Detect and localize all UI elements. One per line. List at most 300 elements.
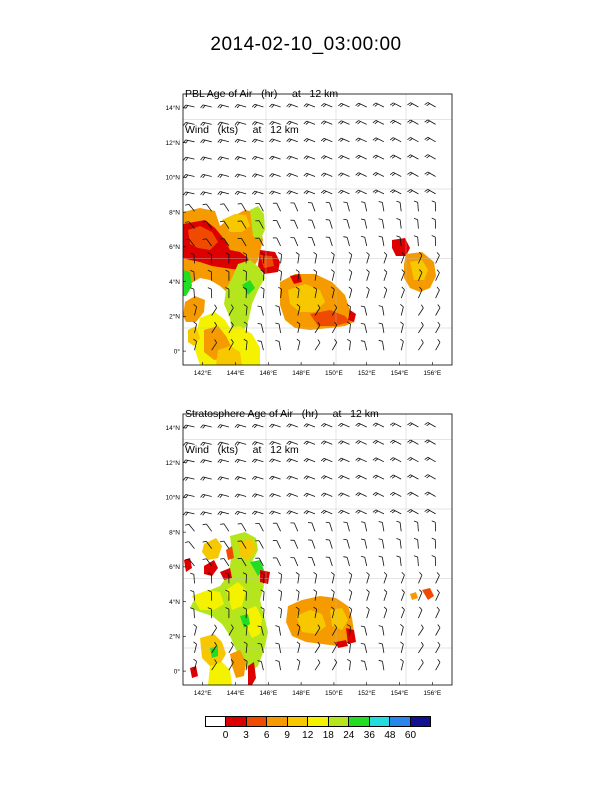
lat-tick-label: 12°N [165,139,180,147]
wind-barb [363,287,369,298]
wind-barb [425,154,436,162]
wind-barb [346,252,352,263]
wind-barb [218,139,229,145]
wind-barb [338,103,349,110]
wind-barb [346,572,352,583]
wind-barb [381,607,388,618]
wind-barb [277,572,282,583]
wind-barb [201,477,212,483]
wind-barb [269,173,280,180]
wind-barb [290,236,297,247]
strat-region-east [410,588,434,600]
lat-tick-label: 4°N [169,278,180,286]
wind-barb [269,510,280,517]
wind-barb [312,572,317,583]
wind-barb [338,172,349,179]
wind-barb [269,424,280,431]
wind-barb [321,138,332,145]
wind-barb [425,102,436,110]
wind-barb [252,493,263,500]
wind-barb [304,155,315,162]
wind-barb [287,103,298,110]
wind-barb [356,172,367,180]
wind-barb [235,139,246,145]
wind-barb [183,192,194,198]
wind-barb [432,607,440,618]
wind-barb [373,457,384,465]
wind-barb [321,190,332,197]
wind-barb [390,154,401,162]
wind-barb [415,322,424,333]
wind-barb [190,590,194,601]
wind-barb [338,138,349,145]
wind-barb [356,102,367,110]
wind-barb [252,156,263,163]
panel-1-line2: Wind (kts) at 12 km [185,124,299,136]
lat-tick-label: 14°N [165,425,180,433]
wind-barb [275,660,280,671]
wind-barb [407,171,418,179]
lon-tick-label: 146°E [259,370,278,377]
wind-barb [363,270,369,281]
wind-barb [381,572,388,583]
wind-barb [287,155,298,162]
wind-barb [294,642,300,653]
lon-tick-label: 150°E [325,370,343,377]
wind-barb [308,521,315,532]
wind-barb [321,155,332,162]
wind-barb [218,174,229,180]
wind-barb [390,137,401,145]
wind-barb [269,441,280,448]
wind-barb [390,509,401,517]
wind-barb [287,441,298,448]
wind-barb [390,492,401,500]
wind-barb [277,607,282,618]
wind-barb [407,457,418,465]
wind-barb [415,572,422,583]
wind-barb [312,659,321,670]
wind-barb [191,642,197,653]
wind-barb [304,190,315,197]
wind-barb [396,538,401,549]
legend-swatch [226,717,246,726]
legend-swatch [329,717,349,726]
wind-barb [308,219,315,230]
lat-tick-label: 6°N [169,244,180,252]
wind-barb [407,119,418,127]
wind-barb [373,120,384,128]
wind-barb [373,492,384,500]
wind-barb [308,236,315,247]
wind-barb [373,509,384,517]
wind-barb [183,442,194,448]
wind-barb [294,659,300,670]
wind-barb [414,521,418,532]
wind-barb [252,121,263,128]
wind-barb [379,521,384,532]
wind-barb [235,511,246,517]
wind-barb [425,136,436,144]
wind-barb [321,458,332,465]
wind-barb [356,492,367,500]
legend-labels [205,727,431,741]
lat-tick-label: 10°N [165,494,180,502]
wind-barb [235,156,246,162]
wind-barb [287,510,298,517]
wind-barb [290,219,297,230]
wind-barb [220,522,229,533]
wind-barb [361,201,367,212]
wind-barb [218,156,229,162]
wind-barb [252,441,263,448]
wind-barb [226,642,234,653]
wind-barb [252,191,263,198]
legend-swatch [288,717,308,726]
wind-barb [290,202,297,213]
wind-barb [432,235,436,246]
wind-barb [277,590,282,601]
wind-barb [407,137,418,145]
wind-barb [381,270,388,281]
wind-barb [321,423,332,430]
wind-barb [304,475,315,482]
wind-barb [273,539,281,550]
wind-barb [407,474,418,482]
wind-barb [415,625,424,636]
wind-barb [373,154,384,162]
wind-barb [308,201,315,212]
wind-barb [379,660,384,671]
wind-barb [218,442,229,448]
wind-barb [415,305,424,316]
lon-tick-label: 154°E [390,370,409,377]
wind-barb [304,458,315,465]
wind-barb [396,201,401,212]
wind-barb [304,103,315,110]
wind-barb [258,305,264,316]
lat-tick-label: 6°N [169,564,180,572]
wind-barb [260,287,264,298]
legend-label: 18 [322,730,334,741]
wind-barb [235,476,246,482]
pbl-region-east [392,238,436,292]
wind-barb [407,439,418,447]
wind-barb [201,122,212,128]
panel-2-line1: Stratosphere Age of Air (hr) at 12 km [185,408,379,420]
wind-barb [201,157,212,163]
wind-barb [379,538,384,549]
wind-barb [321,475,332,482]
lat-tick-label: 0° [173,348,180,356]
wind-barb [238,522,246,533]
wind-barb [294,590,299,601]
wind-barb [304,173,315,180]
wind-barb [287,475,298,482]
wind-barb [183,477,194,483]
stratosphere-age-map [160,410,460,710]
wind-barb [275,625,280,636]
legend-label: 9 [284,730,290,741]
wind-barb [425,171,436,179]
wind-barb [191,624,197,635]
wind-barb [398,572,405,583]
wind-barb [252,104,263,111]
wind-barb [346,339,351,350]
wind-barb [218,191,229,197]
wind-barb [287,423,298,430]
wind-barb [218,424,229,430]
wind-barb [304,441,315,448]
wind-barb [415,607,422,618]
wind-barb [185,523,194,533]
wind-barb [190,608,194,619]
wind-barb [326,236,333,247]
legend-swatch [411,717,430,726]
wind-barb [235,424,246,430]
wind-barb [361,556,367,567]
wind-barb [356,509,367,517]
legend-label: 48 [384,730,396,741]
wind-barb [321,103,332,110]
wind-barb [398,607,405,618]
wind-barb [361,625,367,636]
legend-label: 24 [343,730,355,741]
wind-barb [407,154,418,162]
wind-barb [343,521,349,532]
strat-region-central [286,596,356,648]
wind-barb [432,590,440,601]
wind-barb [273,236,281,247]
wind-barb [269,458,280,465]
wind-barb [201,174,212,180]
wind-barb [218,122,229,128]
legend-swatch [308,717,328,726]
wind-barb [379,305,384,316]
wind-barb [321,510,332,517]
wind-barb [321,172,332,179]
lon-tick-label: 156°E [423,690,442,697]
wind-barb [235,459,246,465]
wind-barb [183,157,194,163]
wind-barb [379,340,384,351]
wind-barb [356,137,367,145]
wind-barb [361,236,367,247]
legend-label: 60 [404,730,417,741]
wind-barb [373,102,384,110]
wind-barb [201,139,212,145]
wind-barb [407,102,418,110]
wind-barb [338,475,349,482]
wind-barb [218,104,229,110]
wind-barb [373,137,384,145]
wind-barb [425,474,436,482]
wind-barb [361,538,367,549]
legend-color-bar [205,716,431,727]
panel-1-line1: PBL Age of Air (hr) at 12 km [185,88,339,100]
wind-barb [425,189,436,197]
wind-barb [329,339,337,350]
wind-barb [287,121,298,128]
wind-barb [379,625,384,636]
wind-barb [415,339,424,350]
wind-barb [414,201,418,212]
wind-barb [329,252,335,263]
wind-barb [381,590,388,601]
wind-barb [356,120,367,128]
wind-barb [433,305,441,316]
wind-barb [201,459,212,465]
lat-tick-label: 8°N [169,529,180,537]
wind-barb [201,442,212,448]
wind-barb [329,572,335,583]
wind-barb [381,252,388,263]
wind-barb [183,105,194,111]
wind-barb [326,201,333,212]
wind-barb [390,102,401,110]
wind-barb [287,138,298,145]
wind-barb [273,219,281,230]
wind-barb [379,201,384,212]
wind-barb [343,236,349,247]
lat-tick-label: 0° [173,668,180,676]
wind-barb [290,556,297,567]
wind-barb [433,339,441,350]
wind-barb [190,573,194,584]
wind-barb [338,492,349,499]
wind-barb [252,173,263,180]
wind-barb [235,494,246,500]
wind-barb [407,189,418,197]
wind-barb [273,202,281,213]
wind-barb [203,523,212,534]
wind-barb [269,104,280,111]
wind-barb [373,440,384,448]
wind-barb [361,305,367,316]
wind-barb [304,138,315,145]
wind-barb [329,270,335,281]
wind-barb [252,139,263,146]
wind-barb [390,172,401,180]
panel-2-line2: Wind (kts) at 12 km [185,444,299,456]
wind-barb [373,474,384,482]
wind-barb [398,322,404,333]
wind-barb [407,422,418,430]
wind-barb [356,475,367,483]
wind-barb [398,624,404,635]
wind-barb [201,511,212,517]
legend-label: 36 [363,730,375,741]
wind-barb [290,522,297,533]
wind-barb [379,218,384,229]
lat-tick-label: 10°N [165,174,180,182]
wind-barb [425,491,436,499]
wind-barb [329,659,337,670]
lat-tick-label: 4°N [169,598,180,606]
wind-barb [425,456,436,464]
wind-barb [361,521,367,532]
wind-barb [363,252,369,263]
wind-barb [269,493,280,500]
wind-barb [407,509,418,517]
legend-swatch [206,717,226,726]
wind-barb [356,440,367,448]
wind-barb [312,252,317,263]
stratosphere-age-field [184,532,434,685]
wind-barb [346,659,351,670]
legend-swatch [390,717,410,726]
wind-barb [235,104,246,110]
wind-barb [346,270,352,281]
wind-barb [220,557,229,568]
lon-tick-label: 154°E [390,690,409,697]
legend-swatch [370,717,390,726]
legend-swatch [349,717,369,726]
wind-barb [432,555,436,566]
wind-barb [275,340,280,351]
wind-barb [398,270,405,281]
lon-tick-label: 144°E [226,690,245,697]
page-title: 2014-02-10_03:00:00 [210,34,402,55]
wind-barb [235,121,246,127]
wind-barb [183,494,194,500]
wind-barb [312,339,321,350]
wind-barb [356,457,367,465]
wind-barb [425,509,436,517]
lon-tick-label: 142°E [193,370,212,377]
wind-barb [338,120,349,127]
wind-barb [269,476,280,483]
wind-barb [321,492,332,499]
legend-label: 3 [243,730,249,741]
wind-barb [432,218,436,229]
wind-barb [255,522,263,533]
wind-barb [432,572,440,583]
wind-barb [425,439,436,447]
lon-tick-label: 144°E [226,370,245,377]
wind-barb [390,439,401,447]
lat-tick-label: 2°N [169,313,180,321]
lon-tick-label: 148°E [292,370,310,377]
legend-label: 0 [222,730,229,741]
wind-barb [414,235,418,246]
wind-barb [220,202,229,213]
wind-barb [218,511,229,517]
wind-barb [290,539,297,550]
wind-barb [277,287,282,298]
wind-barb [201,494,212,500]
wind-barb [398,304,404,315]
wind-barb [390,189,401,197]
wind-barb [235,441,246,447]
wind-barb [273,556,281,567]
lat-tick-label: 2°N [169,633,180,641]
wind-barb [390,457,401,465]
lon-tick-label: 148°E [292,690,310,697]
wind-barb [269,190,280,197]
wind-barb [432,521,436,532]
lon-tick-label: 146°E [259,690,278,697]
lon-tick-label: 156°E [423,370,442,377]
wind-barb [252,511,263,518]
wind-barb [218,476,229,482]
wind-barb [269,138,280,145]
strat-region-west [184,532,270,672]
wind-barb [218,459,229,465]
wind-barb [379,556,384,567]
wind-barb [425,422,436,430]
wind-barb [373,422,384,430]
